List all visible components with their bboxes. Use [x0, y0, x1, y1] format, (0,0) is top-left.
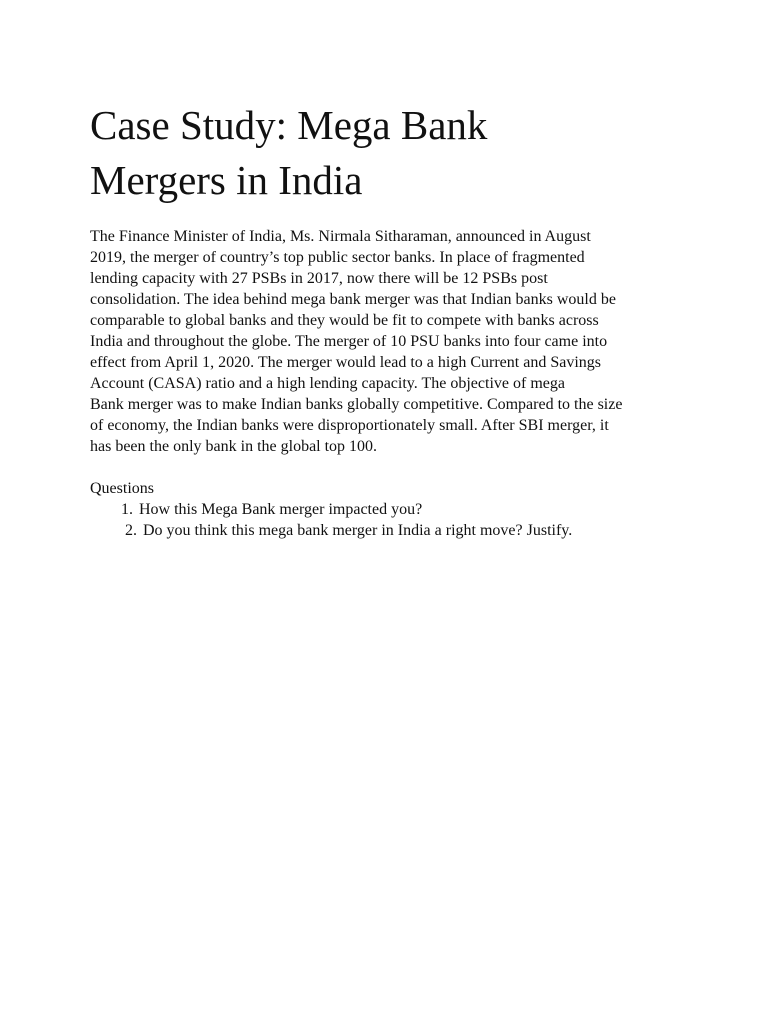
paragraph-line: 2019, the merger of country’s top public sector banks. In place of fragmented — [90, 249, 585, 266]
paragraph-line: Account (CASA) ratio and a high lending capacity. The objective of mega — [90, 375, 565, 392]
paragraph-line: India and throughout the globe. The merger of 10 PSU banks into four came into — [90, 333, 608, 350]
question-item — [109, 499, 690, 520]
question-number: 2. — [125, 522, 137, 539]
questions-heading: Questions — [90, 480, 154, 497]
question-text: How this Mega Bank merger impacted you? — [139, 501, 423, 518]
paragraph-line: The Finance Minister of India, Ms. Nirmala Sitharaman, announced in August — [90, 228, 591, 245]
title-line: Mergers in India — [90, 157, 363, 203]
paragraph-line: has been the only bank in the global top 100. — [90, 438, 378, 455]
questions-list — [90, 499, 690, 541]
paragraph-line: lending capacity with 27 PSBs in 2017, now there will be 12 PSBs post — [90, 270, 548, 287]
question-text: Do you think this mega bank merger in India a right move? Justify. — [143, 522, 573, 539]
question-item — [109, 520, 690, 541]
paragraph-line: comparable to global banks and they would be fit to compete with banks across — [90, 312, 599, 329]
paragraph-line: consolidation. The idea behind mega bank merger was that Indian banks would be — [90, 291, 616, 308]
paragraph-line: of economy, the Indian banks were disproportionately small. After SBI merger, it — [90, 417, 609, 434]
paragraph-line: effect from April 1, 2020. The merger would lead to a high Current and Savings — [90, 354, 601, 371]
paragraph-line: Bank merger was to make Indian banks globally competitive. Compared to the size — [90, 396, 623, 413]
question-number: 1. — [121, 501, 133, 518]
page-title — [90, 98, 690, 208]
document-page — [90, 98, 690, 541]
title-line: Case Study: Mega Bank — [90, 102, 488, 148]
questions-section — [90, 478, 690, 541]
case-paragraph — [90, 226, 690, 457]
